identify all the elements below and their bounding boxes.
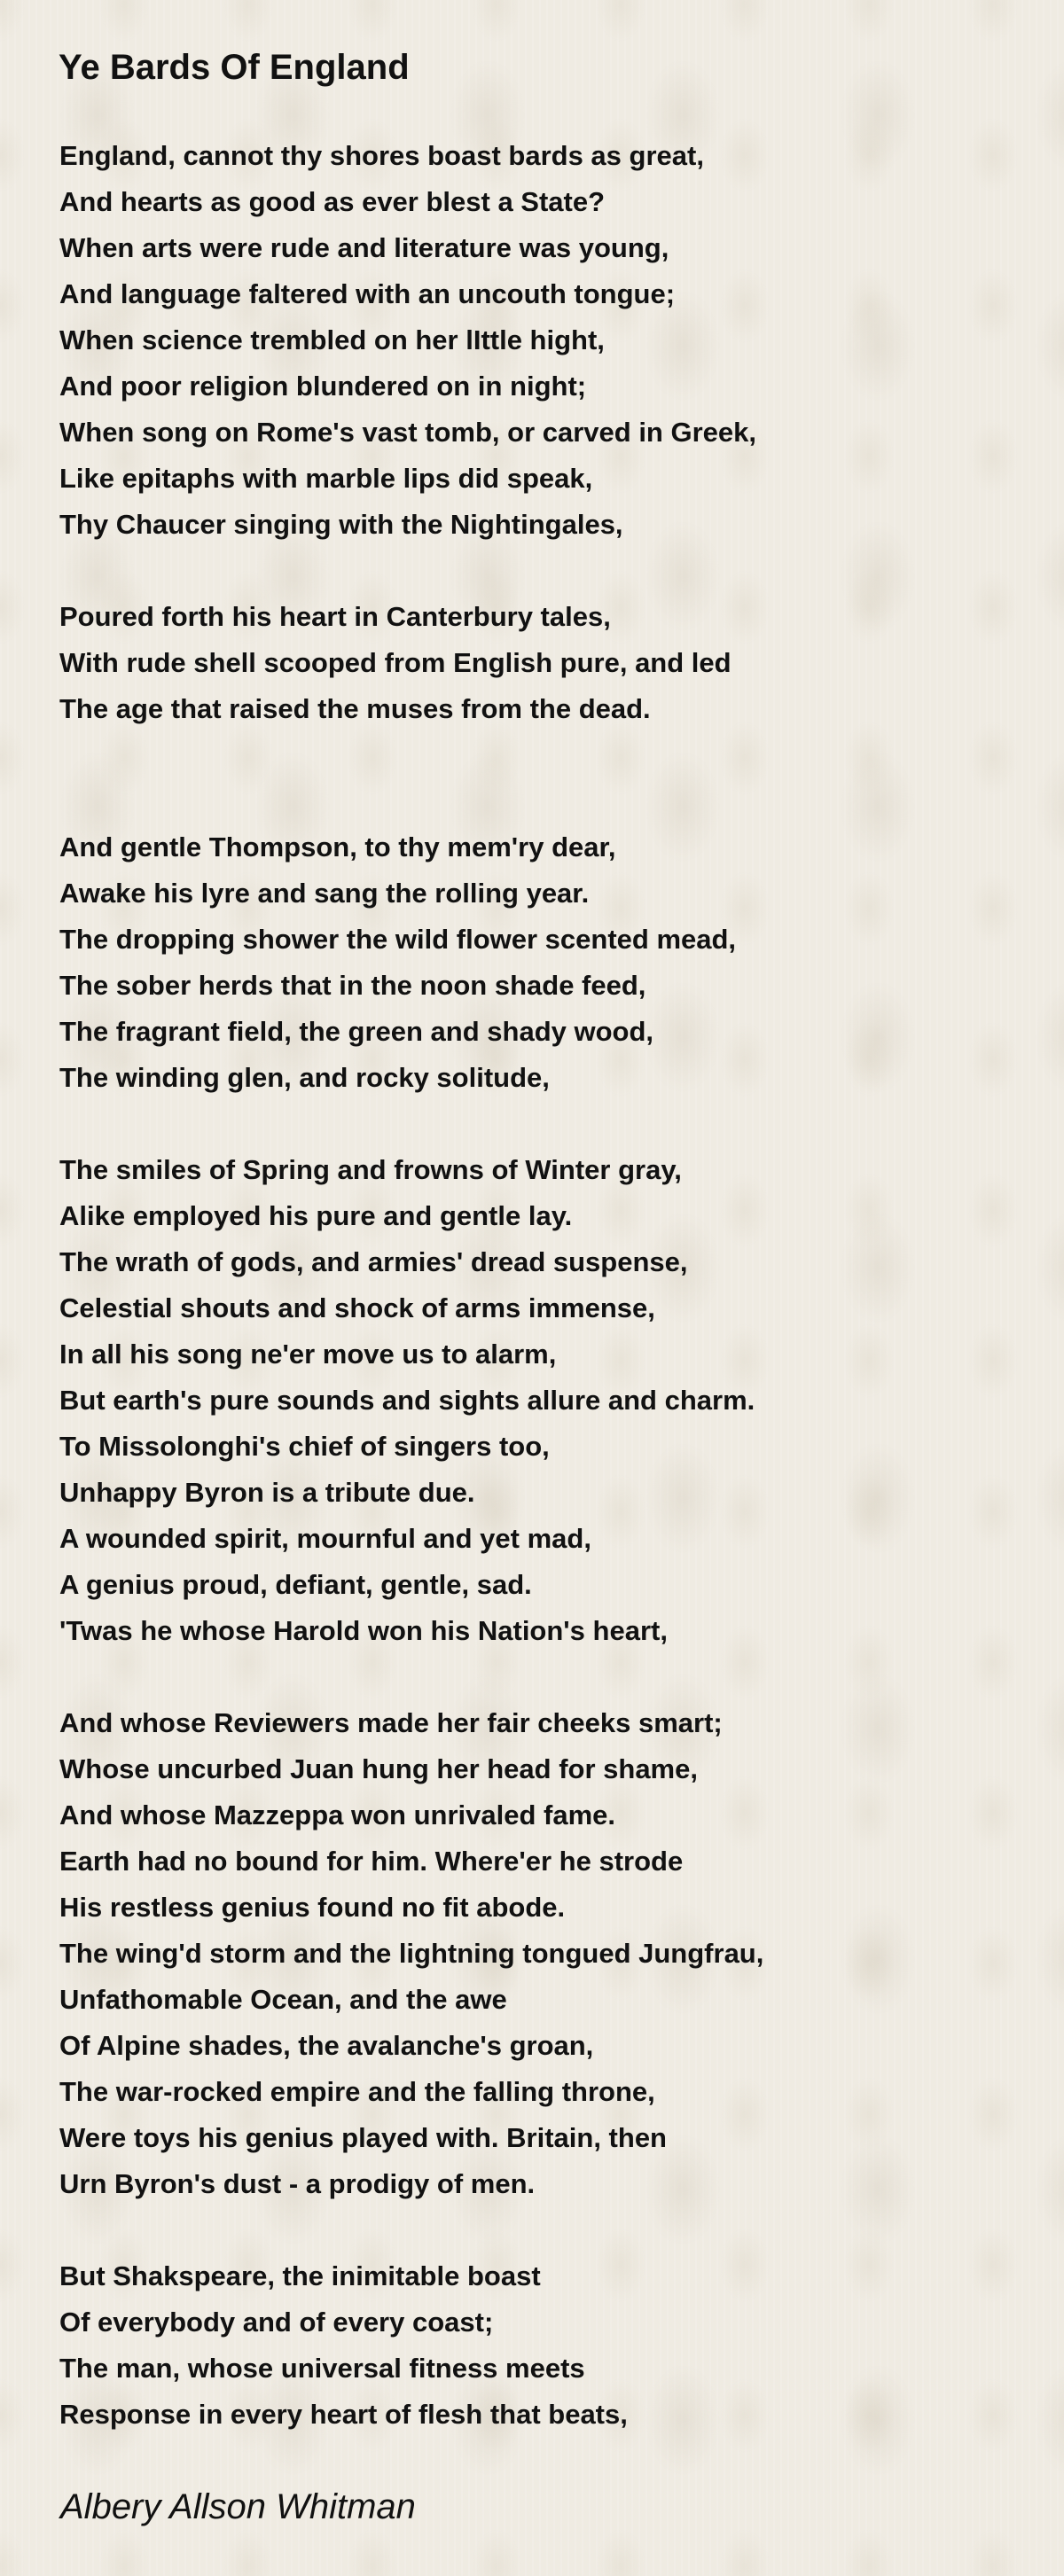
poem-line: The smiles of Spring and frowns of Winter gray, <box>59 1154 682 1185</box>
poem-line: The age that raised the muses from the dead. <box>59 693 651 724</box>
poem-line: Urn Byron's dust - a prodigy of men. <box>59 2168 536 2199</box>
poem-line: But Shakspeare, the inimitable boast <box>59 2260 541 2291</box>
poem-line: To Missolonghi's chief of singers too, <box>59 1431 550 1462</box>
poem-line: Of everybody and of every coast; <box>59 2307 494 2338</box>
poem-line: Alike employed his pure and gentle lay. <box>59 1200 573 1231</box>
poem-body <box>59 133 999 2438</box>
poem-line: Response in every heart of flesh that beats, <box>59 2399 628 2430</box>
poem-line: Unfathomable Ocean, and the awe <box>59 1984 507 2015</box>
poem-line: The wing'd storm and the lightning tongued Jungfrau, <box>59 1938 764 1969</box>
poem-line: The war-rocked empire and the falling throne, <box>59 2076 655 2107</box>
stanza-break <box>59 778 999 824</box>
poem-line: Thy Chaucer singing with the Nightingales, <box>59 509 623 540</box>
poem-line: Celestial shouts and shock of arms immense, <box>59 1292 655 1323</box>
poem-line: When arts were rude and literature was young, <box>59 232 669 263</box>
stanza-break <box>59 2207 999 2253</box>
poem-line: Whose uncurbed Juan hung her head for shame, <box>59 1753 698 1784</box>
poem-line: Were toys his genius played with. Britain, then <box>59 2122 667 2153</box>
stanza-break <box>59 1101 999 1147</box>
stanza-break <box>59 1654 999 1700</box>
poem-line: And whose Reviewers made her fair cheeks smart; <box>59 1707 723 1738</box>
poem-line: Earth had no bound for him. Where'er he strode <box>59 1846 684 1877</box>
poem-line: Of Alpine shades, the avalanche's groan, <box>59 2030 594 2061</box>
poem-line: A wounded spirit, mournful and yet mad, <box>59 1523 591 1554</box>
stanza-break <box>59 548 999 594</box>
poem-line: 'Twas he whose Harold won his Nation's heart, <box>59 1615 668 1646</box>
stanza-break <box>59 732 999 778</box>
poem-line: When song on Rome's vast tomb, or carved in Greek, <box>59 417 756 448</box>
poem-line: When science trembled on her lIttle hight, <box>59 324 605 355</box>
poem-line: And gentle Thompson, to thy mem'ry dear, <box>59 831 616 863</box>
poem-line: In all his song ne'er move us to alarm, <box>59 1339 557 1370</box>
poem-line: The dropping shower the wild flower scented mead, <box>59 924 737 955</box>
poem-line: Like epitaphs with marble lips did speak, <box>59 463 593 494</box>
poem-line: The winding glen, and rocky solitude, <box>59 1062 550 1093</box>
poem-line: A genius proud, defiant, gentle, sad. <box>59 1569 532 1600</box>
poem-line: The fragrant field, the green and shady wood, <box>59 1016 654 1047</box>
poem-line: With rude shell scooped from English pure, and led <box>59 647 732 678</box>
poem-line: Awake his lyre and sang the rolling year. <box>59 878 590 909</box>
poem-line: His restless genius found no fit abode. <box>59 1892 566 1923</box>
poem-line: The man, whose universal fitness meets <box>59 2353 585 2384</box>
poem-line: England, cannot thy shores boast bards as great, <box>59 140 704 171</box>
poem-line: The wrath of gods, and armies' dread suspense, <box>59 1246 688 1277</box>
poem-line: And language faltered with an uncouth tongue; <box>59 278 676 309</box>
poem-line: But earth's pure sounds and sights allure and charm. <box>59 1385 755 1416</box>
poem-author: Albery Allson Whitman <box>60 2487 416 2526</box>
poem-line: And whose Mazzeppa won unrivaled fame. <box>59 1799 615 1831</box>
poem-line: And poor religion blundered on in night; <box>59 371 587 402</box>
poem-line: The sober herds that in the noon shade feed, <box>59 970 646 1001</box>
poem-line: Unhappy Byron is a tribute due. <box>59 1477 475 1508</box>
poem-line: And hearts as good as ever blest a State? <box>59 186 606 217</box>
poem-title: Ye Bards Of England <box>59 48 410 87</box>
poem-line: Poured forth his heart in Canterbury tales, <box>59 601 611 632</box>
